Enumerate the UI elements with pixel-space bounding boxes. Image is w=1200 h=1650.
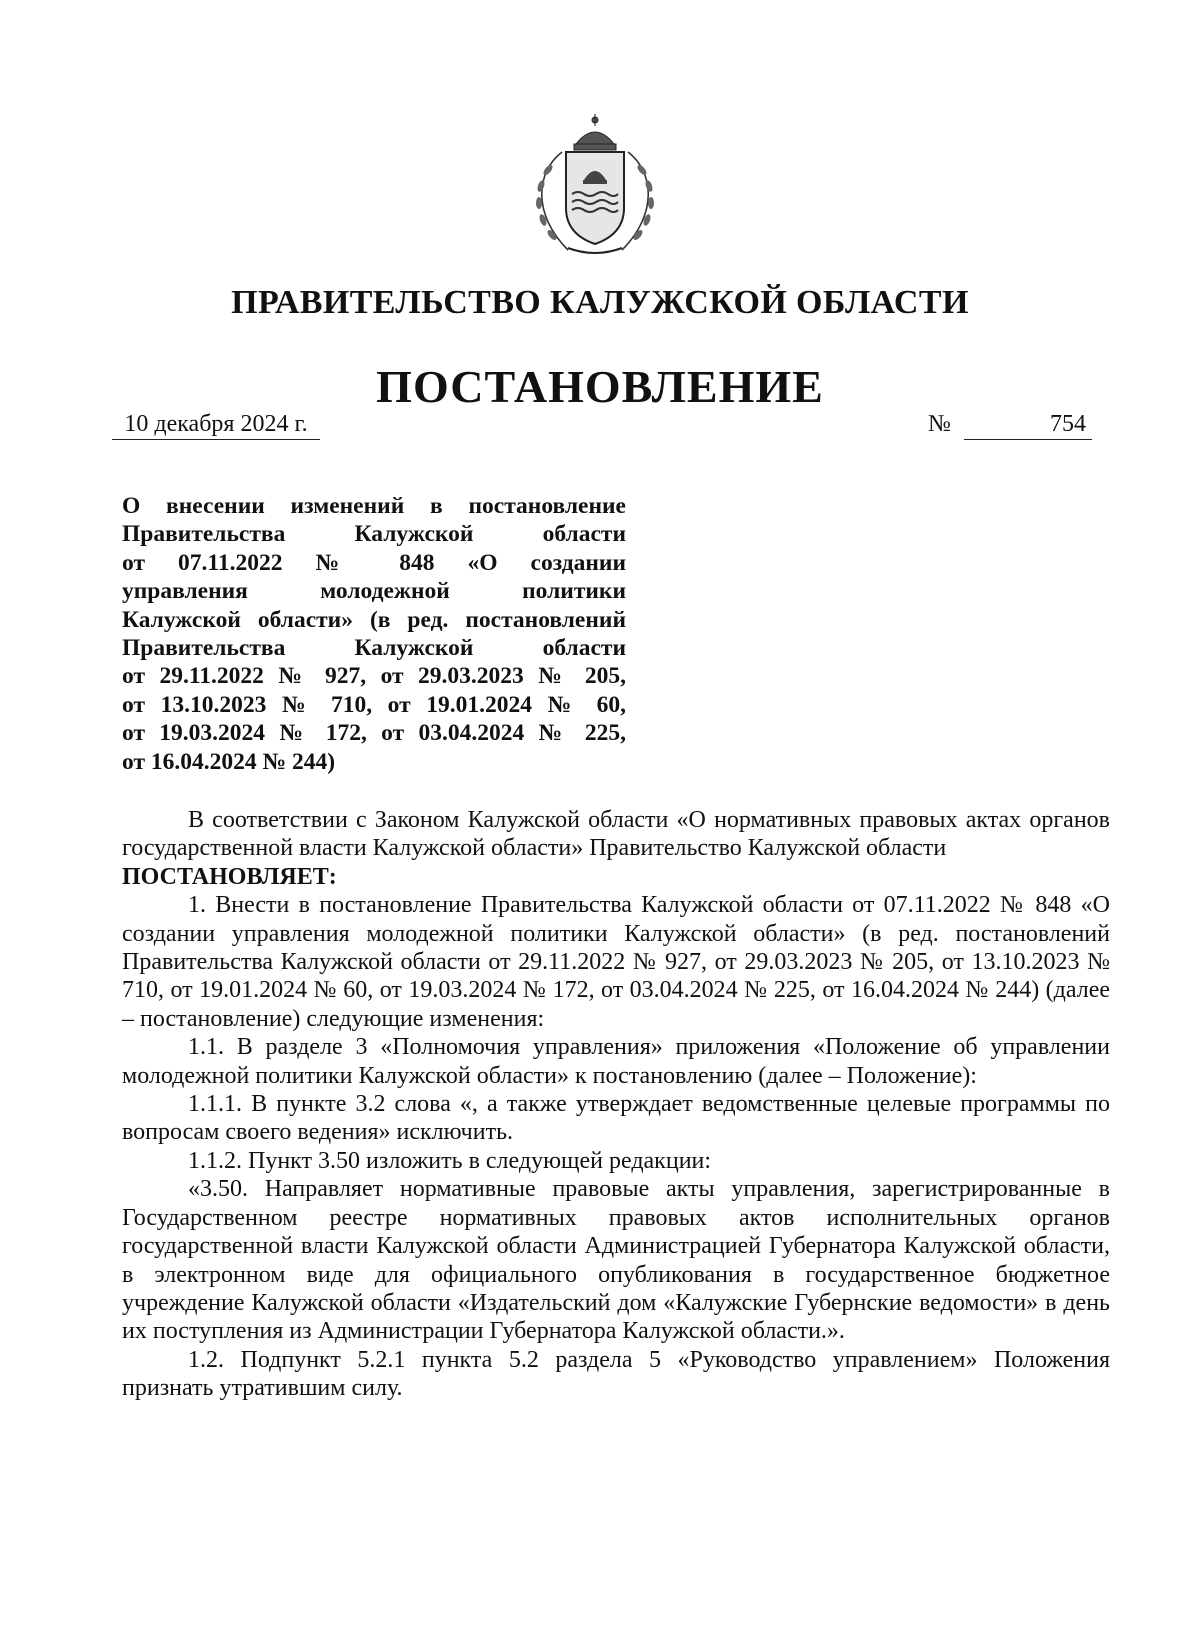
paragraph-1-2: 1.2. Подпункт 5.2.1 пункта 5.2 раздела 5 «Руководство управлением» Положения признать утратившим силу. — [122, 1346, 1110, 1402]
subject-line: управления молодежной политики — [122, 578, 626, 605]
document-date: 10 декабря 2024 г. — [112, 409, 320, 440]
paragraph-1-1-1: 1.1.1. В пункте 3.2 слова «, а также утверждает ведомственные целевые программы по вопросам своего ведения» исключить. — [122, 1091, 1110, 1146]
subject-line: от 16.04.2024 № 244) — [122, 748, 336, 775]
subject-line: О внесении изменений в постановление — [122, 493, 626, 519]
number-label: № — [928, 411, 951, 437]
preamble-paragraph: В соответствии с Законом Калужской области «О нормативных правовых актах органов государственной власти Калужской области» Правительство Калужской области — [122, 807, 1110, 862]
paragraph-1-1: 1.1. В разделе 3 «Полномочия управления» приложения «Положение об управлении молодежной политики Калужской области» к постановлению (далее – Положение): — [122, 1034, 1110, 1089]
decree-heading: ПОСТАНОВЛЯЕТ: — [122, 863, 337, 890]
document-number: 754 — [964, 409, 1092, 440]
paragraph-1: 1. Внести в постановление Правительства Калужской области от 07.11.2022 № 848 «О создании управления молодежной политики Калужской области» (в ред. постановлений Правительства Калужской области от 29.11.2022 № 927, от 29.03.2023 № 205, от 13.10.2023 № 710, от 19.01.2024 № 60, от 19.03.2024 № 172, от 03.04.2024 № 225, от 16.04.2024 № 244) (далее – постановление) следующие изменения: — [122, 892, 1110, 1032]
subject-line: от 19.03.2024 № 172, от 03.04.2024 № 225, — [122, 720, 626, 747]
document-body — [122, 806, 1110, 1403]
subject-line: Калужской области» (в ред. постановлений — [122, 606, 626, 633]
subject-line: от 13.10.2023 № 710, от 19.01.2024 № 60, — [122, 691, 626, 718]
subject-line: Правительства Калужской области — [122, 521, 626, 548]
paragraph-3-50: «3.50. Направляет нормативные правовые акты управления, зарегистрированные в Государственном реестре нормативных правовых актов исполнительных органов государственной власти Калужской области Администрацией Губернатора Калужской области, в электронном виде для официального опубликования в государственное бюджетное учреждение Калужской области «Издательский дом «Калужские Губернские ведомости» в день их поступления из Администрации Губернатора Калужской области.». — [122, 1176, 1110, 1345]
subject-line: Правительства Калужской области — [122, 635, 626, 662]
organization-title: ПРАВИТЕЛЬСТВО КАЛУЖСКОЙ ОБЛАСТИ — [231, 284, 969, 321]
coat-of-arms-emblem — [522, 110, 668, 260]
subject-line: от 07.11.2022 № 848 «О создании — [122, 549, 626, 576]
subject-block — [122, 492, 626, 776]
subject-line: от 29.11.2022 № 927, от 29.03.2023 № 205, — [122, 663, 626, 690]
paragraph-1-1-2: 1.1.2. Пункт 3.50 изложить в следующей редакции: — [188, 1147, 712, 1174]
document-type-title: ПОСТАНОВЛЕНИЕ — [376, 361, 824, 412]
